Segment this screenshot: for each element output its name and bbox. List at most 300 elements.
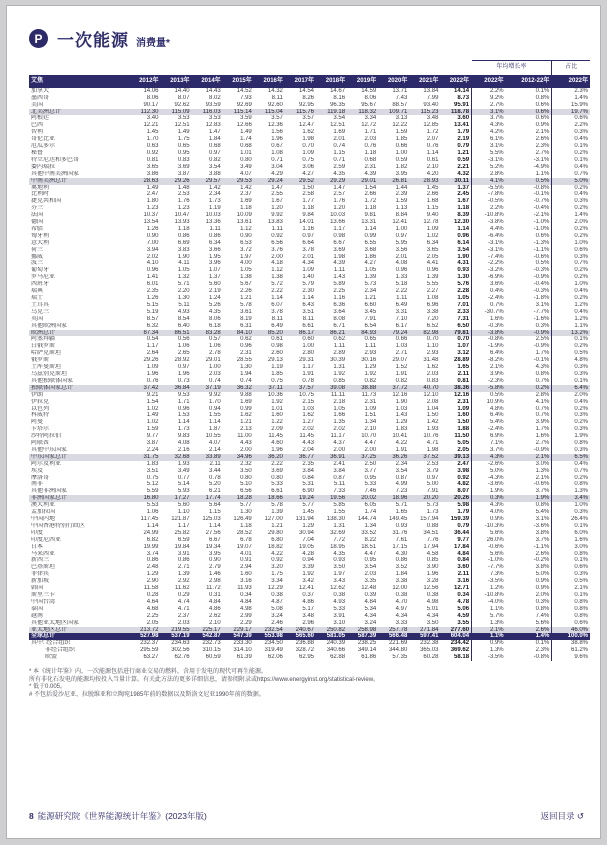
value-cell: 1.83	[395, 426, 408, 433]
value-cell: 3.12	[457, 350, 470, 357]
value-cell: 95.91	[454, 101, 470, 108]
row-label: 匈牙利	[31, 232, 50, 239]
value-cell: 6.69	[177, 239, 190, 246]
row-label: 委内瑞拉	[31, 163, 56, 170]
share-cell: 1.2%	[552, 302, 590, 309]
year-header: 2015年	[223, 75, 254, 88]
value-cell: 3.38	[395, 578, 408, 585]
value-cell: 1.08	[271, 149, 283, 156]
value-cell: 1.30	[240, 509, 252, 516]
value-cell: 238.25	[357, 640, 377, 647]
value-cell: 38.36	[454, 384, 470, 391]
table-row	[29, 461, 590, 468]
value-cell: 1.12	[240, 225, 252, 232]
value-cell: 82.98	[423, 329, 439, 336]
value-cell: 0.61	[426, 156, 439, 163]
value-cell: 28.52	[236, 529, 252, 536]
row-label: 阿根廷	[31, 115, 50, 122]
value-cell: 232.54	[264, 626, 283, 633]
value-cell: 1.21	[271, 522, 283, 529]
value-cell: 1.46	[208, 571, 221, 578]
share-cell: 0.2%	[552, 475, 590, 482]
value-cell: 1.26	[146, 295, 159, 301]
value-cell: 11.11	[330, 391, 346, 398]
value-cell: 29.53	[236, 177, 252, 184]
growth-2022-cell: -8.2%	[472, 357, 506, 364]
share-cell: 0.4%	[552, 136, 590, 143]
value-cell: 1.98	[333, 253, 346, 260]
value-cell: 6.18	[208, 322, 221, 329]
row-label: 土耳其	[31, 301, 50, 308]
value-cell: 2.71	[395, 350, 408, 357]
row-label: 巴基斯坦	[31, 564, 56, 571]
value-cell: 30.11	[454, 177, 470, 184]
value-cell: 0.92	[271, 557, 283, 564]
growth-2022-cell: 0.9%	[472, 516, 506, 523]
value-cell: 1.62	[240, 412, 252, 419]
value-cell: 28.92	[174, 357, 190, 364]
value-cell: 2.18	[333, 398, 346, 405]
growth-10yr-cell: 0.8%	[535, 502, 550, 509]
value-cell: 2.28	[457, 288, 470, 295]
value-cell: 0.81	[146, 156, 159, 163]
value-cell: 1.86	[364, 253, 377, 260]
value-cell: 10.47	[174, 212, 190, 219]
value-cell: 12.51	[330, 122, 346, 129]
value-cell: 0.98	[333, 232, 346, 239]
value-cell: 5.77	[302, 502, 314, 509]
share-cell: 0.3%	[552, 198, 590, 205]
value-cell: 1.56	[271, 129, 283, 136]
value-cell: 1.54	[364, 184, 377, 191]
growth-10yr-cell: 0.3%	[535, 598, 550, 605]
growth-2022-cell: 6.9%	[472, 433, 506, 440]
value-cell: 0.92	[146, 149, 159, 156]
value-cell: 2.71	[177, 564, 190, 571]
value-cell: 4.98	[240, 605, 252, 612]
value-cell: 3.52	[395, 564, 408, 571]
value-cell: 3.60	[457, 564, 470, 571]
growth-2022-cell: 1.9%	[472, 488, 506, 495]
value-cell: 9.84	[302, 212, 314, 219]
value-cell: 1.91	[395, 446, 408, 453]
table-row	[29, 171, 590, 178]
value-cell: 36.26	[392, 453, 408, 460]
value-cell: 13.66	[330, 219, 346, 226]
growth-2022-cell: 4.0%	[472, 509, 506, 516]
value-cell: 5.18	[395, 281, 408, 288]
growth-10yr-cell: 3.1%	[535, 301, 550, 308]
share-cell: 0.7%	[552, 171, 590, 178]
value-cell: 229.17	[233, 626, 252, 633]
value-cell: 1.72	[364, 198, 377, 205]
value-cell: 2.31	[364, 398, 377, 405]
value-cell: 18.95	[330, 543, 346, 550]
row-label: 北美洲总计	[31, 108, 62, 115]
value-cell: 3.10	[333, 619, 346, 626]
value-cell: 4.39	[364, 170, 377, 177]
value-cell: 3.86	[146, 170, 159, 177]
value-cell: 1.03	[302, 405, 314, 412]
value-cell: 1.03	[395, 405, 408, 412]
value-cell: 1.38	[240, 274, 252, 281]
value-cell: 1.11	[364, 343, 377, 350]
value-cell: 9.53	[177, 391, 190, 398]
growth-10yr-cell: -0.9%	[533, 329, 550, 336]
growth-10yr-cell: -0.7%	[533, 198, 550, 205]
growth-10yr-cell: -3.6%	[533, 522, 550, 529]
value-cell: 1.09	[457, 405, 470, 412]
table-row	[29, 426, 590, 433]
value-cell: 4.99	[395, 481, 408, 488]
value-cell: 2.39	[395, 191, 408, 198]
share-cell: 4.8%	[552, 357, 590, 364]
page-header	[29, 26, 588, 51]
value-cell: 83.28	[205, 329, 221, 336]
value-cell: 0.76	[426, 143, 439, 150]
share-cell: 6.4%	[552, 385, 590, 392]
table-row	[29, 115, 590, 122]
value-cell: 4.86	[208, 605, 221, 612]
page-footer	[29, 810, 588, 838]
value-cell: 5.73	[364, 281, 377, 288]
value-cell: 1.21	[457, 149, 470, 156]
value-cell: 6.40	[177, 322, 190, 329]
value-cell: 1.05	[240, 267, 252, 274]
row-label: 奥地利	[31, 184, 50, 191]
value-cell: 1.18	[240, 205, 252, 212]
value-cell: 4.22	[271, 550, 283, 557]
share-cell: 0.8%	[552, 551, 590, 558]
row-label: 葡萄牙	[31, 267, 50, 274]
value-cell: 1.91	[395, 370, 408, 377]
value-cell: 20.20	[423, 495, 439, 502]
value-cell: 1.96	[271, 446, 283, 453]
value-cell: 5.77	[240, 502, 252, 509]
value-cell: 2.78	[208, 350, 221, 357]
table-row	[29, 530, 590, 537]
value-cell: 0.94	[302, 557, 314, 564]
value-cell: 5.08	[271, 605, 283, 612]
year-header: 2020年	[378, 75, 409, 88]
value-cell: 4.22	[395, 440, 408, 447]
row-label: 越南	[31, 612, 44, 619]
value-cell: 11.45	[299, 433, 314, 440]
value-cell: 0.75	[271, 377, 283, 384]
value-cell: 1.29	[146, 571, 159, 578]
value-cell: 1.06	[208, 343, 221, 350]
growth-10yr-cell: 0.8%	[535, 94, 550, 101]
table-row	[29, 122, 590, 129]
value-cell: 1.50	[457, 419, 470, 426]
value-cell: 10.03	[330, 212, 346, 219]
back-to-contents-link[interactable]	[540, 810, 584, 822]
value-cell: 2.19	[457, 136, 470, 143]
table-body	[29, 88, 590, 661]
table-row	[29, 599, 590, 606]
value-cell: 84.10	[236, 329, 252, 336]
value-cell: 4.93	[177, 308, 190, 315]
value-cell: 10.36	[267, 391, 283, 398]
value-cell: 37.19	[205, 384, 221, 391]
value-cell: 0.96	[395, 267, 408, 274]
value-cell: 7.43	[395, 94, 408, 101]
table-row	[29, 468, 590, 475]
share-cell: 3.0%	[552, 544, 590, 551]
value-cell: 0.73	[177, 377, 190, 384]
value-cell: 96.35	[330, 101, 346, 108]
value-cell: 0.80	[271, 474, 283, 481]
table-row	[29, 343, 590, 350]
row-label: 希腊	[31, 225, 44, 232]
value-cell: 0.96	[426, 267, 439, 274]
value-cell: 0.59	[457, 156, 470, 163]
growth-2022-cell: 2.2%	[472, 205, 506, 212]
value-cell: 3.55	[457, 619, 470, 626]
table-row	[29, 399, 590, 406]
value-cell: 29.29	[330, 177, 346, 184]
page	[6, 5, 601, 839]
growth-2022-cell: -0.5%	[472, 198, 506, 205]
value-cell: 1.67	[457, 198, 470, 205]
value-cell: 1.07	[208, 267, 221, 274]
value-cell: 1.14	[457, 225, 470, 232]
share-cell: 0.4%	[552, 461, 590, 468]
value-cell: 0.74	[208, 377, 221, 384]
value-cell: 1.04	[426, 405, 439, 412]
value-cell: 0.65	[364, 336, 377, 343]
value-cell: 10.70	[361, 433, 377, 440]
value-cell: 3.33	[395, 619, 408, 626]
value-cell: 3.38	[426, 308, 439, 315]
value-cell: 4.35	[333, 170, 346, 177]
growth-2022-cell: 2.2%	[472, 88, 506, 95]
value-cell: 2.92	[177, 578, 190, 585]
value-cell: 13.93	[174, 219, 190, 226]
growth-2022-cell: 9.2%	[472, 95, 506, 102]
share-cell: 0.2%	[552, 419, 590, 426]
value-cell: 127.00	[264, 516, 283, 522]
value-cell: 1.60	[240, 571, 252, 578]
value-cell: 18.82	[267, 543, 283, 550]
growth-10yr-cell: 5.6%	[535, 619, 550, 626]
value-cell: 1.09	[302, 267, 314, 274]
value-cell: 6.60	[364, 301, 377, 308]
value-cell: 581.05	[326, 633, 346, 640]
value-cell: 18.96	[392, 495, 408, 502]
value-cell: 2.46	[271, 619, 283, 626]
value-cell: 5.55	[426, 281, 439, 288]
value-cell: 28.55	[236, 357, 252, 364]
value-cell: 2.07	[426, 136, 439, 143]
value-cell: 1.27	[302, 419, 314, 426]
value-cell: 86.51	[174, 329, 190, 336]
value-cell: 3.65	[146, 163, 159, 170]
growth-2022-cell: -3.5%	[472, 578, 506, 585]
value-cell: 4.78	[457, 598, 470, 605]
value-cell: 1.11	[396, 295, 408, 301]
growth-10yr-cell: -1.0%	[533, 225, 550, 232]
value-cell: 3.74	[146, 550, 159, 557]
share-cell: 61.2%	[552, 647, 590, 654]
value-cell: 5.20	[208, 481, 221, 488]
value-cell: 10.03	[205, 212, 221, 219]
table-row	[29, 433, 590, 440]
value-cell: 6.96	[426, 301, 439, 308]
value-cell: 0.63	[146, 143, 159, 150]
value-cell: 30.16	[361, 357, 377, 364]
value-cell: 8.11	[302, 315, 314, 322]
value-cell: 1.43	[333, 274, 346, 281]
value-cell: 14.43	[205, 87, 221, 94]
value-cell: 2.02	[302, 426, 314, 433]
value-cell: 3.40	[146, 115, 159, 122]
value-cell: 2.66	[426, 191, 439, 198]
value-cell: 1.30	[457, 274, 470, 281]
footnote: # 不包括爱沙尼亚、拉脱维亚和立陶宛1985年前的数据以及斯洛文尼亚1990年前的数据。	[29, 691, 265, 698]
share-cell: 0.8%	[552, 606, 590, 613]
value-cell: 6.34	[208, 239, 221, 246]
value-cell: 369.62	[450, 647, 470, 654]
value-cell: 2.55	[271, 191, 283, 198]
value-cell: 232.38	[420, 640, 439, 647]
value-cell: 2.27	[426, 288, 439, 295]
value-cell: 12.72	[361, 122, 377, 129]
row-label: 俄罗斯	[31, 357, 50, 364]
share-cell: 0.4%	[552, 191, 590, 198]
value-cell: 0.82	[364, 377, 377, 384]
value-cell: 2.31	[457, 398, 470, 405]
value-cell: 1.55	[208, 412, 221, 419]
value-cell: 6.52	[426, 322, 439, 329]
value-cell: 1.20	[271, 205, 283, 212]
value-cell: 234.50	[264, 640, 283, 647]
value-cell: 0.38	[426, 591, 439, 598]
value-cell: 0.62	[240, 336, 252, 343]
value-cell: 2.01	[302, 253, 314, 260]
growth-10yr-cell: 1.6%	[535, 433, 550, 440]
row-label: 乌克兰	[31, 308, 50, 315]
row-label: 非经合组织	[45, 647, 76, 654]
growth-2022-cell: -2.2%	[472, 260, 506, 267]
row-label: 斯里兰卡	[31, 591, 56, 598]
value-cell: 1.73	[208, 198, 221, 205]
value-cell: 3.53	[208, 115, 221, 122]
growth-10yr-cell: 0.9%	[535, 578, 550, 585]
value-cell: 115.76	[296, 108, 314, 115]
growth-2022-cell: -2.4%	[472, 295, 506, 302]
value-cell: 3.54	[208, 163, 221, 170]
value-cell: 14.40	[174, 87, 190, 94]
value-cell: 4.27	[364, 260, 377, 267]
value-cell: 4.35	[333, 550, 346, 557]
value-cell: 10.75	[298, 391, 314, 398]
section-badge: P	[29, 29, 48, 48]
value-cell: 4.74	[177, 598, 190, 605]
value-cell: 126.49	[233, 516, 252, 522]
growth-2022-cell: 7.3%	[472, 571, 506, 578]
value-cell: 240.39	[326, 640, 346, 647]
growth-10yr-cell: -1.3%	[533, 239, 550, 246]
footnote: * 低于0.005。	[29, 684, 67, 691]
value-cell: 3.61	[240, 308, 252, 315]
growth-2022-cell: -2.6%	[472, 461, 506, 468]
value-cell: 1.35	[333, 419, 346, 426]
growth-2022-cell: -3.2%	[472, 267, 506, 274]
growth-10yr-cell: -0.3%	[533, 288, 550, 295]
growth-2022-cell: -7.8%	[472, 191, 506, 198]
value-cell: 12.10	[423, 391, 439, 398]
value-cell: 221.69	[388, 640, 408, 647]
value-cell: 28.93	[423, 177, 439, 184]
value-cell: 92.69	[236, 101, 252, 108]
table-row	[29, 198, 590, 205]
value-cell: 7.23	[395, 488, 408, 495]
value-cell: 3.66	[208, 246, 221, 253]
value-cell: 12.62	[330, 585, 346, 592]
value-cell: 0.34	[240, 591, 252, 598]
table-row	[29, 302, 590, 309]
table-row	[29, 392, 590, 399]
value-cell: 0.57	[208, 336, 221, 343]
value-cell: 2.37	[240, 191, 252, 198]
value-cell: 92.60	[267, 101, 283, 108]
growth-10yr-cell: 7.4%	[535, 612, 550, 619]
value-cell: 2.34	[395, 460, 408, 467]
table-row	[29, 592, 590, 599]
value-cell: 3.49	[240, 163, 252, 170]
year-header: 2018年	[316, 75, 347, 88]
table-row	[29, 323, 590, 330]
year-header: 2016年	[254, 75, 285, 88]
share-cell: 0.8%	[552, 440, 590, 447]
value-cell: 1.41	[146, 274, 159, 281]
share-cell: 0.4%	[552, 164, 590, 171]
value-cell: 9.92	[271, 212, 283, 219]
value-cell: 1.15	[426, 205, 439, 212]
value-cell: 34.51	[423, 529, 439, 536]
value-cell: 7.31	[457, 315, 470, 322]
back-to-contents-label[interactable]: 返回目录	[540, 811, 575, 821]
value-cell: 12.21	[143, 122, 159, 129]
value-cell: 0.90	[146, 232, 159, 239]
value-cell: 7.72	[333, 536, 346, 543]
value-cell: 4.30	[395, 550, 408, 557]
growth-2022-cell: -3.1%	[472, 157, 506, 164]
value-cell: 5.71	[177, 281, 190, 288]
share-cell: 0.1%	[552, 378, 590, 385]
row-label: 泰国	[31, 605, 44, 612]
value-cell: 213.72	[140, 626, 159, 633]
value-cell: 10.55	[205, 433, 221, 440]
growth-2022-cell: 5.4%	[472, 419, 506, 426]
share-cell: 0.2%	[552, 233, 590, 240]
value-cell: 344.80	[388, 647, 408, 654]
value-cell: 328.72	[295, 647, 314, 654]
share-cell: 0.6%	[552, 247, 590, 254]
share-cell: 0.3%	[552, 254, 590, 261]
value-cell: 6.78	[240, 536, 252, 543]
value-cell: 7.10	[395, 315, 408, 322]
growth-10yr-cell: 5.0%	[535, 571, 550, 578]
value-cell: 84.93	[361, 329, 377, 336]
value-cell: 0.92	[271, 232, 283, 239]
row-label: 独联体国家总计	[31, 384, 74, 391]
growth-10yr-cell: 2.1%	[535, 129, 550, 136]
growth-2022-cell: 4.4%	[472, 226, 506, 233]
share-cell: 0.1%	[552, 557, 590, 564]
table-row	[29, 88, 590, 95]
